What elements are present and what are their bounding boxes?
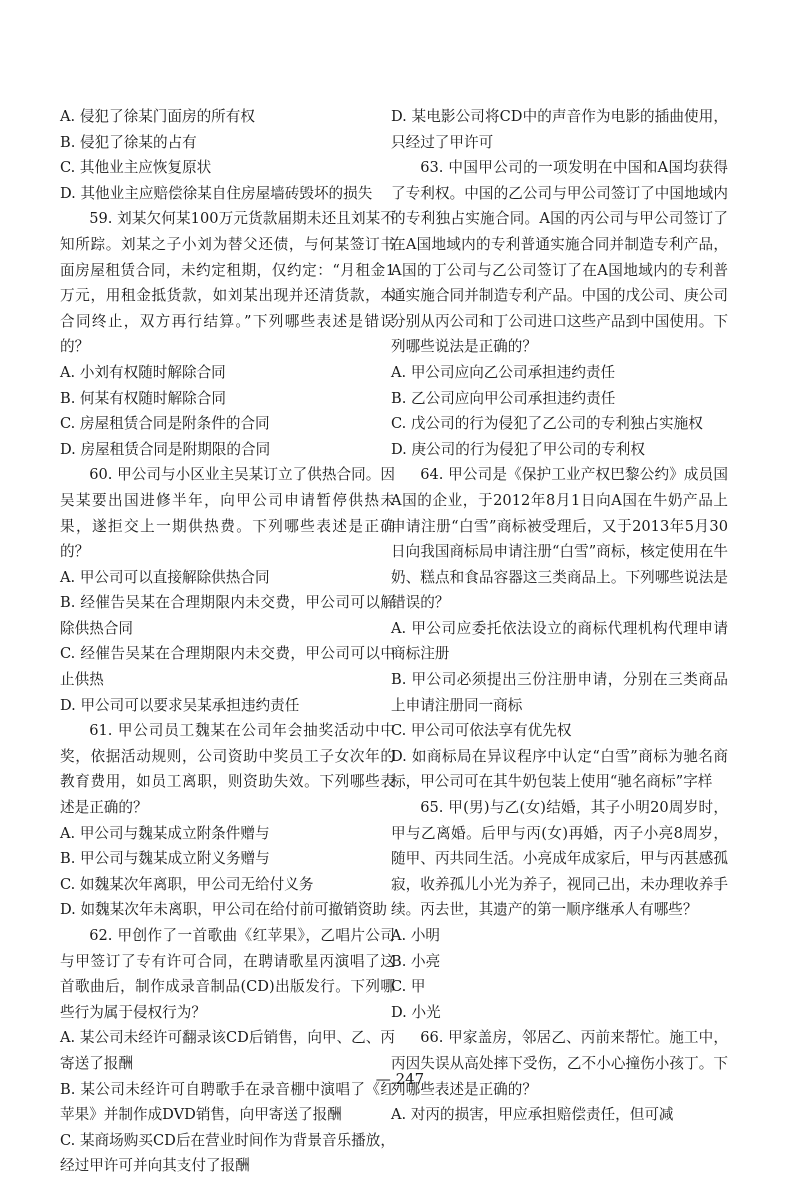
- answer-option: B. 甲公司与魏某成立附义务赠与: [60, 850, 270, 868]
- question-text: 65. 甲(男)与乙(女)结婚，其子小明20周岁时，甲与乙离婚。后甲与丙(女)再婚，丙子小亮8周岁，随甲、丙共同生活。小亮成年成家后，甲与丙甚感孤寂，收养孤儿小光为养子，视同己出，未办理收养手续。丙去世，其遗产的第一顺序继承人有哪些？: [391, 799, 728, 919]
- answer-option: B. 某公司未经许可自聘歌手在录音棚中演唱了《红苹果》并制作成DVD销售，向甲寄送了报酬: [60, 1080, 395, 1124]
- answer-option: D. 庚公司的行为侵犯了甲公司的专利权: [391, 440, 645, 458]
- answer-option: B. 经催告吴某在合理期限内未交费，甲公司可以解除供热合同: [60, 594, 395, 637]
- answer-option: D. 甲公司可以要求吴某承担违约责任: [60, 696, 300, 714]
- left-column: [60, 104, 395, 1179]
- answer-option: A. 甲公司可以直接解除供热合同: [60, 568, 270, 586]
- answer-option: C. 其他业主应恢复原状: [60, 159, 212, 177]
- answer-option: A. 甲公司与魏某成立附条件赠与: [60, 824, 270, 842]
- page-number: — 247: [375, 1070, 425, 1088]
- answer-option: C. 如魏某次年离职，甲公司无给付义务: [60, 875, 314, 893]
- answer-option: A. 甲公司应委托依法设立的商标代理机构代理申请商标注册: [391, 619, 728, 663]
- question-text: 63. 中国甲公司的一项发明在中国和A国均获得了专利权。中国的乙公司与甲公司签订了中国地域内的专利独占实施合同。A国的丙公司与甲公司签订了在A国地域内的专利普通实施合同并制造专利产品，A国的丁公司与乙公司签订了在A国地域内的专利普通实施合同并制造专利产品。中国的戊公司、庚公司分别从丙公司和丁公司进口这些产品到中国使用。下列哪些说法是正确的？: [391, 159, 728, 356]
- question-text: 66. 甲家盖房，邻居乙、丙前来帮忙。施工中，丙因失误从高处摔下受伤，乙不小心撞伤小孩丁。下列哪些表述是正确的？: [391, 1029, 728, 1098]
- answer-option: A. 甲公司应向乙公司承担违约责任: [391, 363, 616, 381]
- right-column: [391, 104, 728, 1128]
- answer-option: B. 小亮: [391, 952, 441, 970]
- answer-option: A. 某公司未经许可翻录该CD后销售，向甲、乙、丙寄送了报酬: [60, 1029, 395, 1072]
- answer-option: A. 小刘有权随时解除合同: [60, 363, 226, 381]
- answer-option: A. 对丙的损害，甲应承担赔偿责任，但可减: [391, 1106, 674, 1124]
- answer-option: D. 小光: [391, 1003, 441, 1021]
- answer-option: C. 经催告吴某在合理期限内未交费，甲公司可以中止供热: [60, 645, 395, 689]
- answer-option: D. 如魏某次年未离职，甲公司在给付前可撤销资助: [60, 901, 387, 919]
- answer-option: C. 房屋租赁合同是附条件的合同: [60, 415, 270, 433]
- question-text: 62. 甲创作了一首歌曲《红苹果》，乙唱片公司与甲签订了专有许可合同，在聘请歌星丙演唱了这首歌曲后，制作成录音制品(CD)出版发行。下列哪些行为属于侵权行为？: [60, 927, 395, 1021]
- answer-option: C. 甲: [391, 978, 426, 996]
- answer-option: C. 甲公司可依法享有优先权: [391, 722, 572, 740]
- answer-option: A. 侵犯了徐某门面房的所有权: [60, 108, 255, 125]
- answer-option: D. 其他业主应赔偿徐某自住房屋墙砖毁坏的损失: [60, 184, 373, 202]
- answer-option: B. 乙公司应向甲公司承担违约责任: [391, 389, 616, 407]
- answer-option: B. 侵犯了徐某的占有: [60, 133, 197, 151]
- answer-option: A. 小明: [391, 927, 441, 944]
- answer-option: C. 戊公司的行为侵犯了乙公司的专利独占实施权: [391, 415, 703, 433]
- answer-option: D. 如商标局在异议程序中认定“白雪”商标为驰名商标，甲公司可在其牛奶包装上使用“驰名商标”字样: [391, 747, 728, 791]
- answer-option: C. 某商场购买CD后在营业时间作为背景音乐播放，经过甲许可并向其支付了报酬: [60, 1131, 395, 1175]
- answer-option: B. 何某有权随时解除合同: [60, 389, 226, 407]
- question-text: 64. 甲公司是《保护工业产权巴黎公约》成员国A国的企业，于2012年8月1日向A国在牛奶产品上申请注册“白雪”商标被受理后，又于2013年5月30日向我国商标局申请注册“白雪”商标，核定使用在牛奶、糕点和食品容器这三类商品上。下列哪些说法是错误的？: [391, 466, 728, 612]
- answer-option: D. 房屋租赁合同是附期限的合同: [60, 440, 271, 458]
- answer-option: B. 甲公司必须提出三份注册申请，分别在三类商品上申请注册同一商标: [391, 671, 728, 714]
- question-text: 59. 刘某欠何某100万元货款届期未还且刘某不知所踪。刘某之子小刘为替父还债，与何某签订书面房屋租赁合同，未约定租期，仅约定：“月租金1万元，用租金抵货款，如刘某出现并还清货款，本合同终止，双方再行结算。”下列哪些表述是错误的？: [60, 210, 395, 356]
- question-text: 61. 甲公司员工魏某在公司年会抽奖活动中中奖，依据活动规则，公司资助中奖员工子女次年的教育费用，如员工离职，则资助失效。下列哪些表述是正确的？: [60, 722, 395, 817]
- question-text: 60. 甲公司与小区业主吴某订立了供热合同。因吴某要出国进修半年，向甲公司申请暂停供热未果，遂拒交上一期供热费。下列哪些表述是正确的？: [60, 466, 395, 561]
- answer-option: D. 某电影公司将CD中的声音作为电影的插曲使用，只经过了甲许可: [391, 108, 728, 151]
